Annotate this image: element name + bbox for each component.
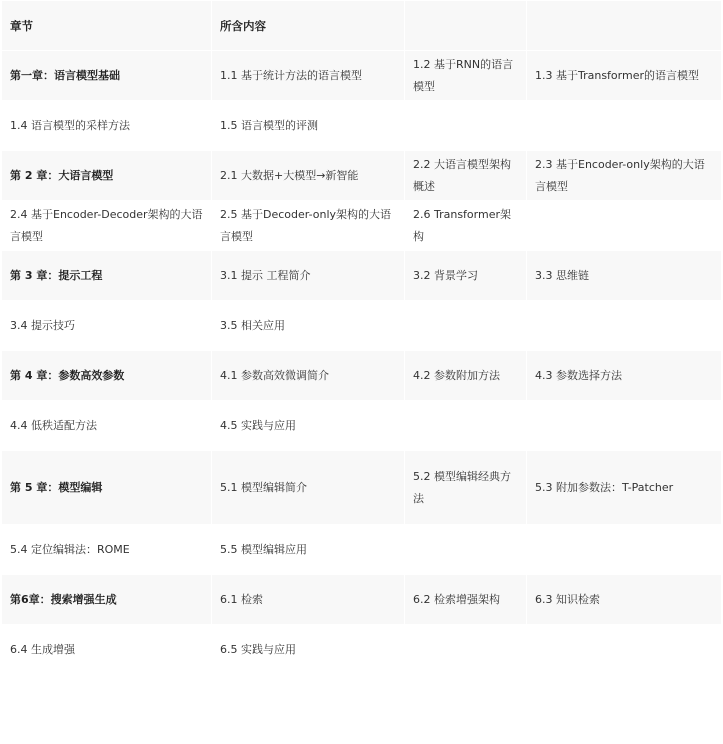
header-blank-1 [405,1,527,51]
section-cell: 3.3 思维链 [527,251,722,301]
section-cell: 2.3 基于Encoder-only架构的大语言模型 [527,151,722,201]
section-cell: 1.5 语言模型的评测 [212,101,405,151]
section-cell: 6.1 检索 [212,575,405,625]
section-cell: 2.6 Transformer架构 [405,201,527,251]
table-row [2,525,722,575]
empty-cell [405,525,527,575]
section-cell: 5.4 定位编辑法：ROME [2,525,212,575]
section-cell: 2.4 基于Encoder-Decoder架构的大语言模型 [2,201,212,251]
empty-cell [405,401,527,451]
table-row [2,575,722,625]
table-row [2,625,722,675]
section-cell: 5.2 模型编辑经典方法 [405,451,527,525]
section-cell: 6.5 实践与应用 [212,625,405,675]
empty-cell [527,301,722,351]
empty-cell [527,201,722,251]
section-cell: 6.2 检索增强架构 [405,575,527,625]
empty-cell [405,625,527,675]
chapter-contents-table [1,0,722,675]
empty-cell [527,525,722,575]
section-cell: 6.4 生成增强 [2,625,212,675]
section-cell: 4.3 参数选择方法 [527,351,722,401]
table-row [2,251,722,301]
section-cell: 2.1 大数据+大模型→新智能 [212,151,405,201]
table-row [2,201,722,251]
empty-cell [405,301,527,351]
chapter-title-cell: 第 5 章：模型编辑 [2,451,212,525]
section-cell: 4.4 低秩适配方法 [2,401,212,451]
empty-cell [405,101,527,151]
section-cell: 4.1 参数高效微调简介 [212,351,405,401]
section-cell: 1.1 基于统计方法的语言模型 [212,51,405,101]
chapter-title-cell: 第 4 章：参数高效参数 [2,351,212,401]
table-row [2,351,722,401]
section-cell: 2.2 大语言模型架构概述 [405,151,527,201]
chapter-title-cell: 第6章：搜索增强生成 [2,575,212,625]
section-cell: 5.5 模型编辑应用 [212,525,405,575]
chapter-title-cell: 第 3 章：提示工程 [2,251,212,301]
header-blank-2 [527,1,722,51]
chapter-title-cell: 第一章：语言模型基础 [2,51,212,101]
table-row [2,401,722,451]
section-cell: 1.2 基于RNN的语言模型 [405,51,527,101]
table-row [2,451,722,525]
table-row [2,151,722,201]
empty-cell [527,401,722,451]
chapter-title-cell: 第 2 章：大语言模型 [2,151,212,201]
section-cell: 5.1 模型编辑简介 [212,451,405,525]
section-cell: 3.5 相关应用 [212,301,405,351]
section-cell: 6.3 知识检索 [527,575,722,625]
section-cell: 4.2 参数附加方法 [405,351,527,401]
section-cell: 3.1 提示 工程简介 [212,251,405,301]
section-cell: 3.2 背景学习 [405,251,527,301]
header-contents: 所含内容 [212,1,405,51]
section-cell: 2.5 基于Decoder-only架构的大语言模型 [212,201,405,251]
empty-cell [527,625,722,675]
section-cell: 3.4 提示技巧 [2,301,212,351]
table-row [2,101,722,151]
empty-cell [527,101,722,151]
section-cell: 1.3 基于Transformer的语言模型 [527,51,722,101]
table-header-row [2,1,722,51]
table-row [2,301,722,351]
table-row [2,51,722,101]
section-cell: 1.4 语言模型的采样方法 [2,101,212,151]
section-cell: 4.5 实践与应用 [212,401,405,451]
section-cell: 5.3 附加参数法：T-Patcher [527,451,722,525]
header-chapter: 章节 [2,1,212,51]
